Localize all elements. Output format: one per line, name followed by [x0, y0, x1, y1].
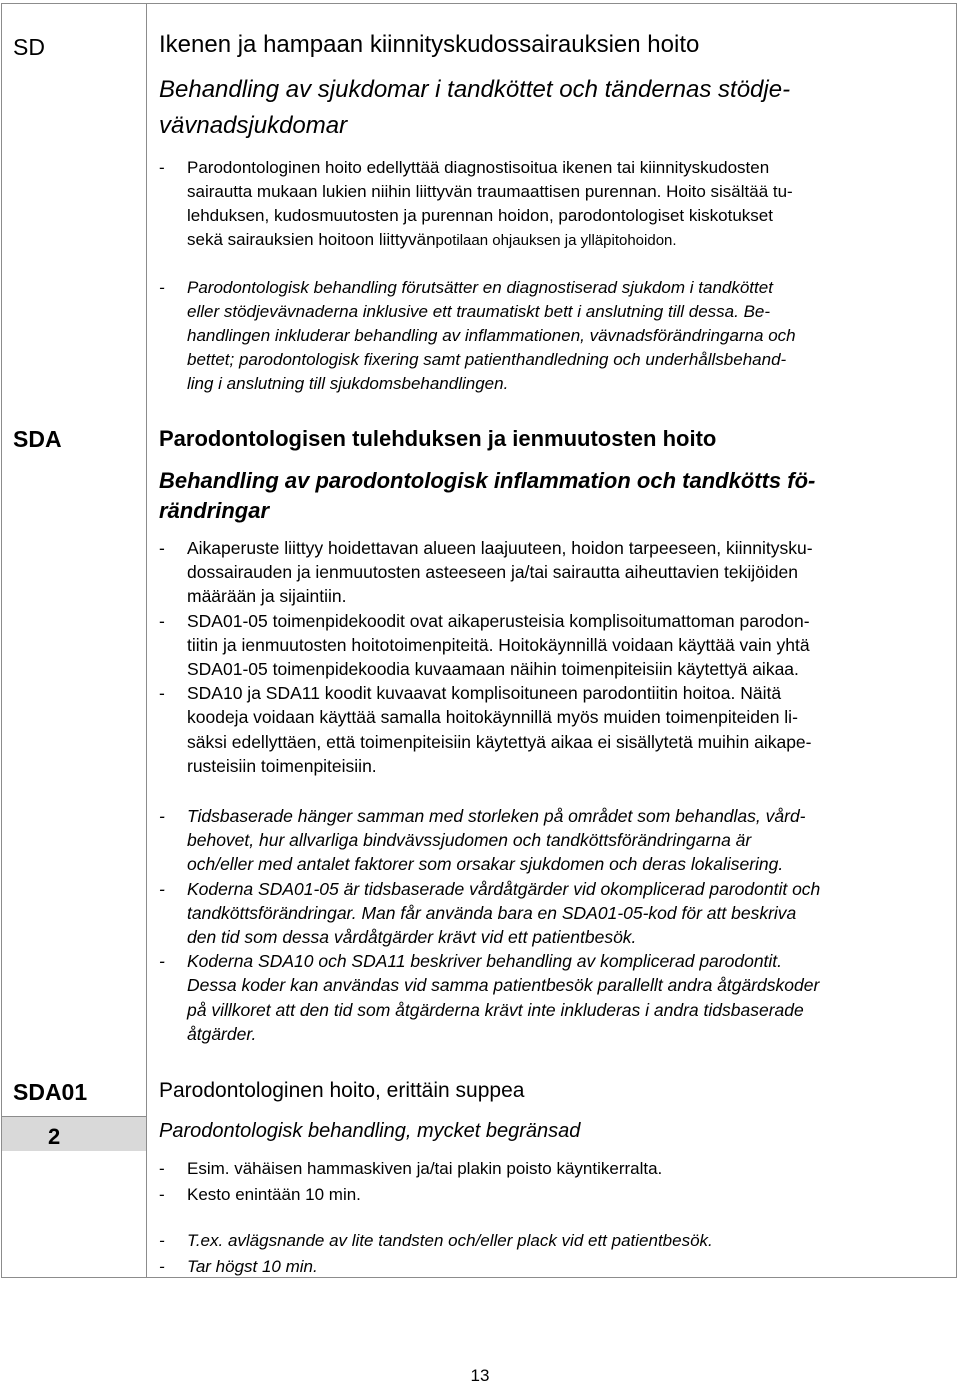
text-line: åtgärder. [187, 1023, 257, 1044]
text-line: - Koderna SDA01-05 är tidsbaserade vårdåtgärder vid okomplicerad parodontit och [187, 878, 821, 899]
text-line: ling i anslutning till sjukdomsbehandlingen. [187, 374, 509, 393]
sda-fi-description [159, 536, 949, 778]
list-item [159, 609, 949, 682]
section-sda [159, 424, 949, 526]
text-line: määrään ja sijaintiin. [187, 586, 347, 607]
text-line: sairautta mukaan lukien niihin liittyvän traumaattisen purennan. Hoito sisältää tu- [187, 182, 793, 201]
sda01-title-sv: Parodontologisk behandling, mycket begränsad [159, 1120, 581, 1142]
list-item [159, 536, 949, 609]
text-line: - Parodontologinen hoito edellyttää diagnostisoitua ikenen tai kiinnityskudosten [187, 158, 770, 177]
text-line [187, 228, 949, 253]
sda-title-fi: Parodontologisen tulehduksen ja ienmuutosten hoito [159, 426, 717, 451]
text-line: handlingen inkluderar behandling av inflammationen, vävnadsförändringarna och [187, 326, 796, 345]
sda01-sv-description [159, 1228, 949, 1280]
list-item [159, 276, 949, 396]
text-line: på villkoret att den tid som åtgärderna krävt inte inkluderas i andra tidsbaserade [187, 999, 804, 1020]
sd-title-sv-line: Behandling av sjukdomar i tandköttet och tändernas stödje- [159, 76, 791, 103]
sda01-title-fi: Parodontologinen hoito, erittäin suppea [159, 1079, 525, 1102]
page-number: 13 [470, 1366, 490, 1385]
text-line: - SDA10 ja SDA11 koodit kuvaavat komplisoituneen parodontiitin hoitoa. Näitä [187, 683, 782, 704]
list-item [159, 877, 949, 950]
list-item [159, 156, 949, 253]
sda-title-sv-line: rändringar [159, 498, 270, 523]
text-line: tiitin ja ienmuutosten hoitotoimenpiteitä. Hoitokäynnillä voidaan käyttää vain yhtä [187, 634, 810, 655]
text-line: - Koderna SDA10 och SDA11 beskriver behandling av komplicerad parodontit. [187, 951, 783, 972]
text-line: dossairauden ja ienmuutosten asteeseen ja/tai sairautta aiheuttavien tekijöiden [187, 562, 798, 583]
text-line: lehduksen, kudosmuutosten ja purennan hoidon, parodontologiset kiskotukset [187, 206, 773, 225]
text-line: den tid som dessa vårdåtgärder krävt vid ett patientbesök. [187, 927, 637, 948]
code-sub-cell [2, 1117, 146, 1151]
text-line: - Aikaperuste liittyy hoidettavan alueen laajuuteen, hoidon tarpeeseen, kiinnitysku- [187, 538, 813, 558]
text-line: SDA01-05 toimenpidekoodia kuvaamaan näihin toimenpiteisiin käytettyä aikaa. [187, 659, 799, 680]
text-span: sekä sairauksien hoitoon liittyvän [187, 230, 436, 249]
text-span-small: potilaan ohjauksen ja ylläpitohoidon. [435, 232, 677, 249]
text-line: koodeja voidaan käyttää samalla hoitokäynnillä myös muiden toimenpiteiden li- [187, 707, 798, 728]
text-line: säksi edellyttäen, että toimenpiteisiin käytettyä aikaa ei sisällytetä muihin aikape- [187, 731, 812, 752]
text-line: bettet; parodontologisk fixering samt patienthandledning och underhållsbehand- [187, 350, 787, 369]
text-line: - Tidsbaserade hänger samman med storleken på området som behandlas, vård- [187, 806, 806, 826]
sd-title-sv [159, 72, 949, 144]
list-item [159, 681, 949, 778]
text-line: - Parodontologisk behandling förutsätter en diagnostiserad sjukdom i tandköttet [187, 278, 773, 297]
column-divider [146, 3, 147, 1278]
code-sd: SD [13, 34, 45, 60]
list-item [159, 804, 949, 877]
sda-sv-description [159, 804, 949, 1046]
sda-title-sv [159, 466, 949, 526]
sd-fi-description [159, 156, 949, 253]
text-line: eller stödjevävnaderna inklusive ett traumatiskt bett i anslutning till dessa. Be- [187, 302, 771, 321]
text-line: Dessa koder kan användas vid samma patientbesök parallellt andra åtgärdskoder [187, 975, 820, 996]
text-line: - SDA01-05 toimenpidekoodit ovat aikaperusteisia komplisoitumattoman parodon- [187, 610, 810, 631]
section-sda01 [159, 1077, 949, 1145]
text-line: och/eller med antalet faktorer som orsakar sjukdomen och deras lokalisering. [187, 854, 784, 875]
list-item [159, 949, 949, 1046]
sd-sv-description [159, 276, 949, 396]
sda-title-sv-line: Behandling av parodontologisk inflammation och tandkötts fö- [159, 468, 816, 493]
code-sda01: SDA01 [13, 1079, 88, 1105]
sd-title-fi: Ikenen ja hampaan kiinnityskudossairauksien hoito [159, 31, 700, 58]
text-line: rusteisiin toimenpiteisiin. [187, 755, 377, 776]
list-item: - Esim. vähäisen hammaskiven ja/tai plakin poisto käyntikerralta. [159, 1156, 949, 1182]
sd-title-sv-line: vävnadsjukdomar [159, 112, 348, 139]
text-line: behovet, hur allvarliga bindvävssjudomen och tandköttsförändringarna är [187, 830, 752, 851]
text-line: tandköttsförändringar. Man får använda bara en SDA01-05-kod för att beskriva [187, 902, 797, 923]
sda01-fi-description [159, 1156, 949, 1208]
list-item: - Kesto enintään 10 min. [159, 1182, 949, 1208]
list-item: - Tar högst 10 min. [159, 1254, 949, 1280]
section-sd [159, 30, 949, 144]
code-sda: SDA [13, 426, 62, 452]
list-item: - T.ex. avlägsnande av lite tandsten och/eller plack vid ett patientbesök. [159, 1228, 949, 1254]
code-sda01-sub: 2 [48, 1124, 61, 1149]
